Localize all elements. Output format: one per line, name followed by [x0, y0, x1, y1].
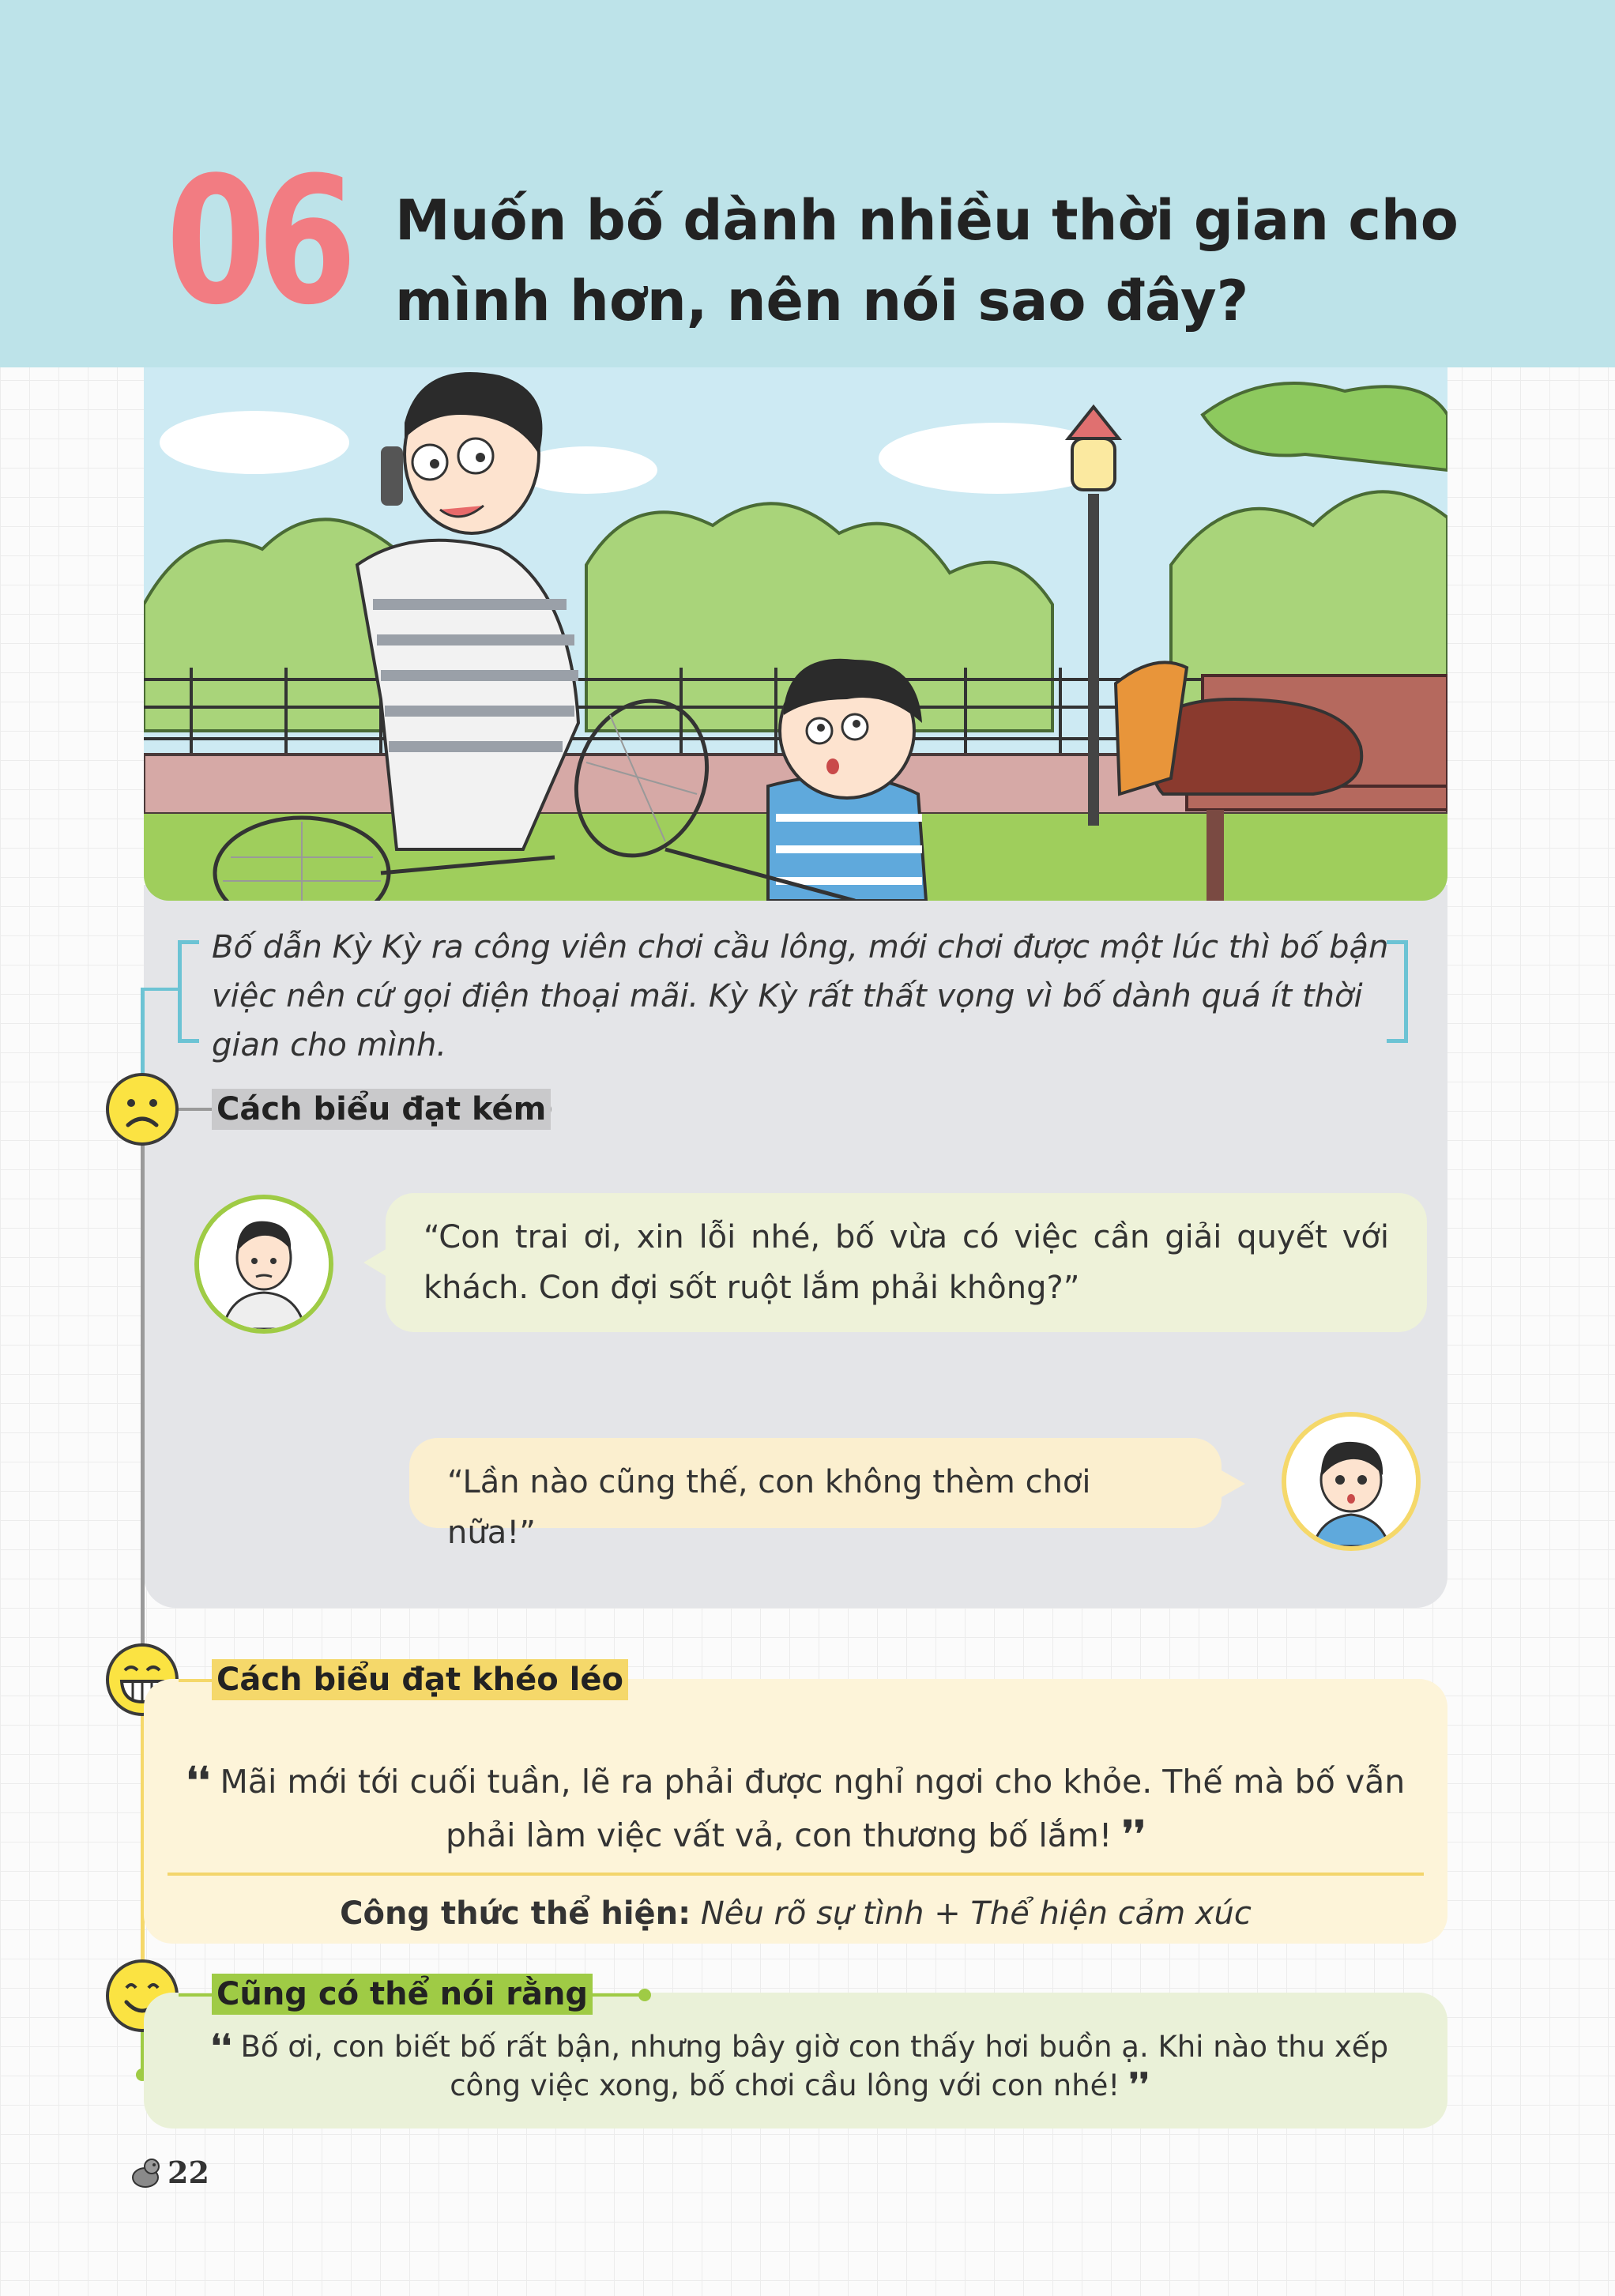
- open-quote-icon: ❛❛: [186, 1759, 210, 1801]
- park-scene-image: [144, 367, 1447, 901]
- good-expression-label: Cách biểu đạt khéo léo: [212, 1659, 628, 1700]
- page-number: 22: [168, 2155, 209, 2190]
- alternative-label: Cũng có thể nói rằng: [212, 1974, 593, 2015]
- son-bubble-tail: [1220, 1470, 1245, 1498]
- good-quote: [168, 1754, 1424, 1861]
- mascot-icon: [128, 2154, 163, 2189]
- alt-connector-dot: [638, 1989, 651, 2001]
- dad-speech-bubble: [386, 1193, 1427, 1332]
- park-illustration: [144, 367, 1447, 901]
- bad-expression-label: Cách biểu đạt kém: [212, 1089, 551, 1130]
- dad-avatar: [194, 1195, 333, 1334]
- open-quote-icon: ❛❛: [210, 2027, 232, 2065]
- formula-divider: [168, 1873, 1424, 1876]
- close-quote-icon: ❜❜: [1122, 1812, 1146, 1855]
- formula: [168, 1890, 1424, 1937]
- good-quote-text: Mãi mới tới cuối tuần, lẽ ra phải được nghỉ ngơi cho khỏe. Thế mà bố vẫn phải làm việc vất vả, con thương bố lắm!: [220, 1763, 1406, 1854]
- alt-quote-text: Bố ơi, con biết bố rất bận, nhưng bây giờ con thấy hơi buồn ạ. Khi nào thu xếp công việc xong, bố chơi cầu lông với con nhé!: [240, 2030, 1389, 2102]
- chapter-number: 06: [166, 140, 348, 344]
- alt-quote: [207, 2027, 1392, 2105]
- son-avatar: [1282, 1412, 1421, 1551]
- dad-line-text: “Con trai ơi, xin lỗi nhé, bố vừa có việc cần giải quyết với khách. Con đợi sốt ruột lắm phải không?”: [424, 1219, 1389, 1306]
- close-quote-icon: ❜❜: [1129, 2066, 1150, 2103]
- dad-bubble-tail: [363, 1248, 387, 1277]
- timeline-branch-blue: [141, 988, 180, 991]
- page-title: Muốn bố dành nhiều thời gian cho mình hơn, nên nói sao đây?: [395, 188, 1459, 333]
- formula-label: Công thức thể hiện:: [340, 1895, 691, 1932]
- son-speech-bubble: [409, 1438, 1222, 1551]
- sad-face-icon: [106, 1073, 179, 1146]
- son-line-text: “Lần nào cũng thế, con không thèm chơi nữa!”: [447, 1464, 1091, 1551]
- timeline-segment-gray: [141, 1106, 145, 1647]
- formula-value: Nêu rõ sự tình + Thể hiện cảm xúc: [700, 1895, 1252, 1932]
- intro-text: Bố dẫn Kỳ Kỳ ra công viên chơi cầu lông, mới chơi được một lúc thì bố bận việc nên cứ gọi điện thoại mãi. Kỳ Kỳ rất thất vọng vì bố dành quá ít thời gian cho mình.: [212, 929, 1389, 1063]
- intro-bracket-left: [178, 940, 199, 1043]
